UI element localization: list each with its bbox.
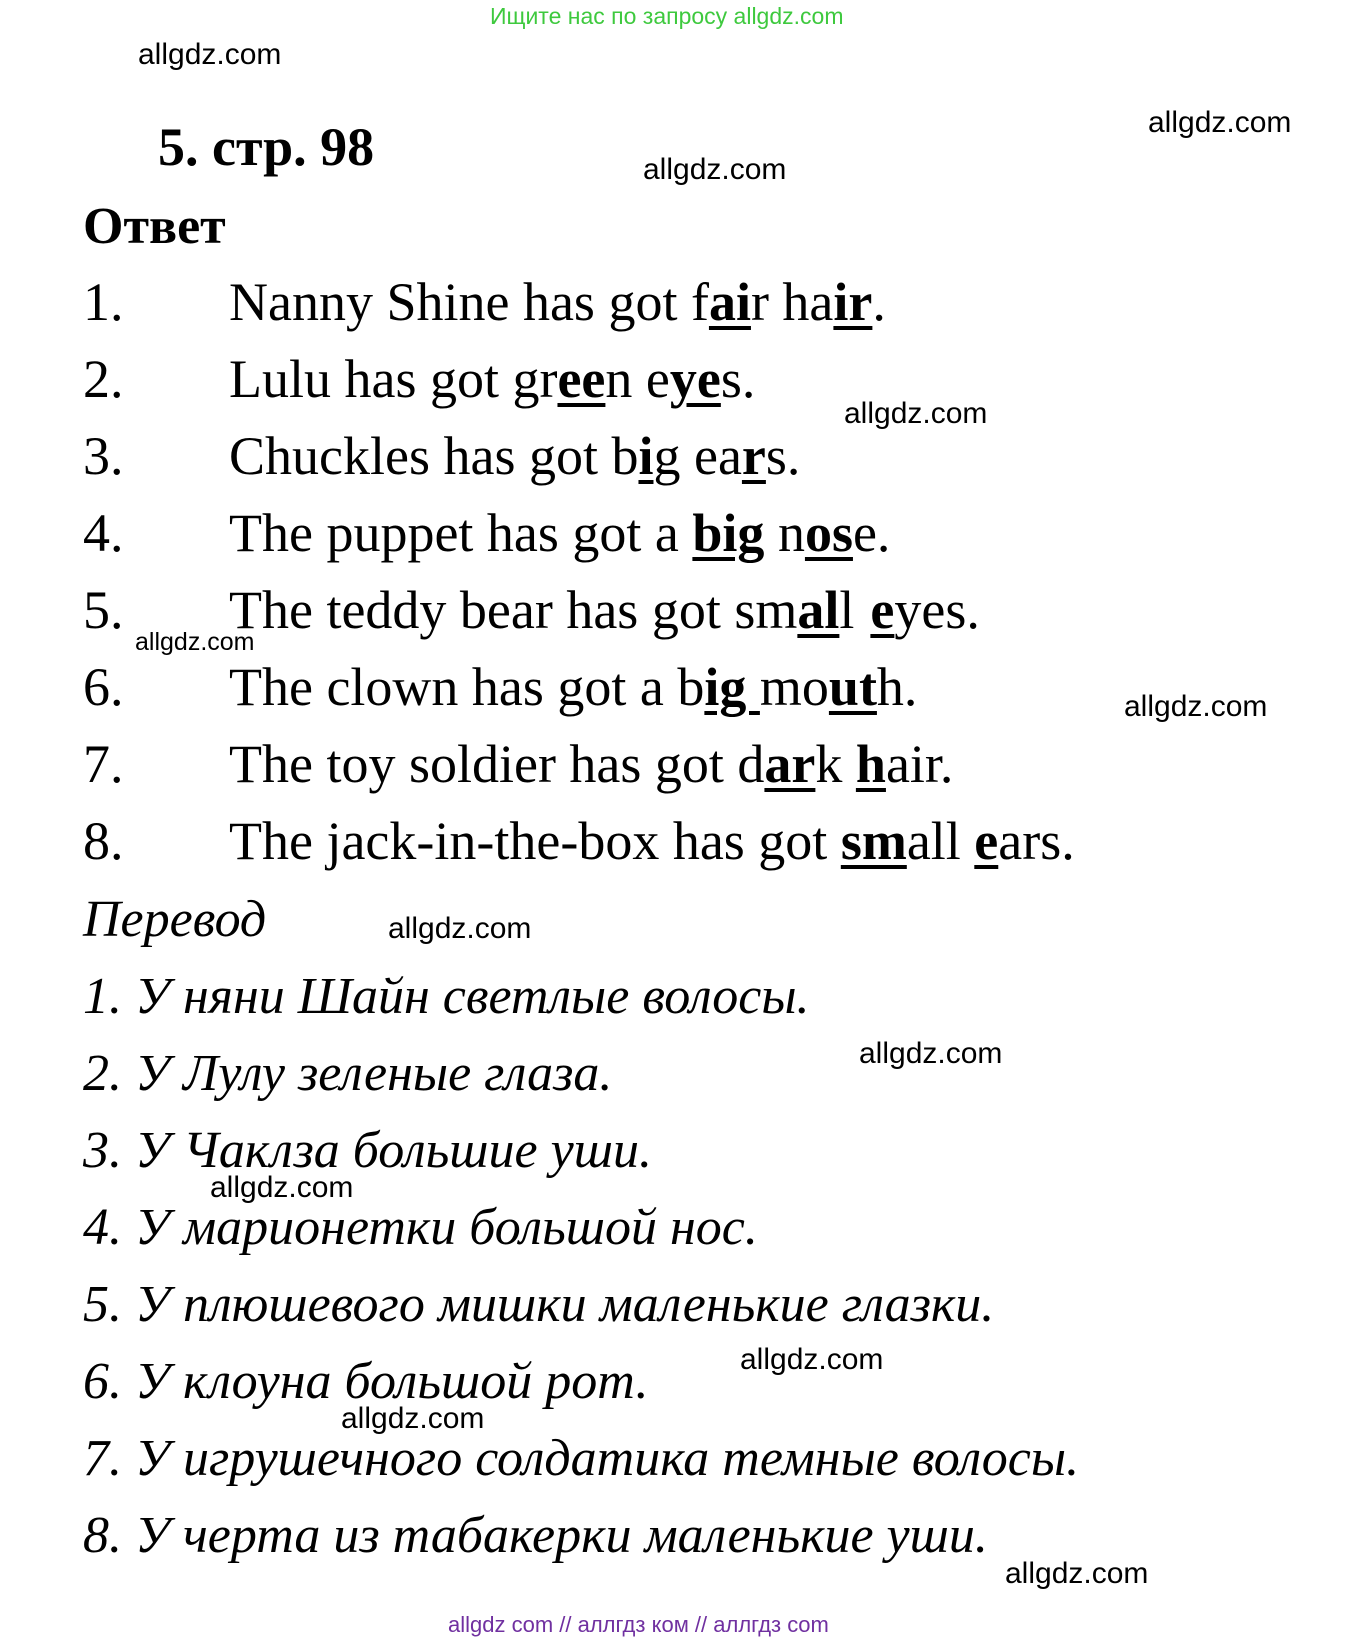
answer-title: Ответ	[83, 198, 226, 255]
translation-row: 1. У няни Шайн светлые волосы.	[83, 968, 810, 1025]
watermark: allgdz.com	[643, 153, 787, 186]
watermark: allgdz.com	[210, 1171, 354, 1204]
answer-number: 1.	[83, 272, 124, 332]
watermark: allgdz.com	[859, 1037, 1003, 1070]
answer-number: 2.	[83, 349, 124, 409]
answer-number: 6.	[83, 657, 124, 717]
answer-number: 8.	[83, 811, 124, 871]
answer-number: 3.	[83, 426, 124, 486]
top-banner: Ищите нас по запросу allgdz.com	[490, 3, 844, 29]
translation-row: 8. У черта из табакерки маленькие уши.	[83, 1507, 988, 1564]
answer-list	[83, 271, 1283, 891]
answer-number: 5.	[83, 580, 124, 640]
watermark: allgdz.com	[341, 1402, 485, 1435]
exercise-heading: 5. стр. 98	[158, 117, 375, 177]
watermark: allgdz.com	[844, 397, 988, 430]
answer-text: Lulu has got green eyes.	[229, 349, 756, 409]
answer-number: 4.	[83, 503, 124, 563]
answer-text: The clown has got a big mouth.	[229, 657, 918, 717]
bottom-banner: allgdz com // аллгдз ком // аллгдз com	[448, 1612, 829, 1637]
translation-row: 6. У клоуна большой рот.	[83, 1353, 649, 1410]
watermark: allgdz.com	[1124, 690, 1268, 723]
answer-text: The teddy bear has got small eyes.	[229, 580, 980, 640]
answer-number: 7.	[83, 734, 124, 794]
answer-text: The toy soldier has got dark hair.	[229, 734, 954, 794]
answer-text: Nanny Shine has got fair hair.	[229, 272, 886, 332]
watermark: allgdz.com	[1148, 106, 1292, 139]
watermark: allgdz.com	[135, 628, 255, 656]
watermark: allgdz.com	[740, 1343, 884, 1376]
translation-row: 3. У Чаклза большие уши.	[83, 1122, 652, 1179]
watermark: allgdz.com	[138, 38, 282, 71]
translation-row: 2. У Лулу зеленые глаза.	[83, 1045, 613, 1102]
translation-row: 7. У игрушечного солдатика темные волосы.	[83, 1430, 1080, 1487]
answer-text: Chuckles has got big ears.	[229, 426, 801, 486]
translation-row: 5. У плюшевого мишки маленькие глазки.	[83, 1276, 995, 1333]
translation-row: 4. У марионетки большой нос.	[83, 1199, 758, 1256]
answer-text: The jack-in-the-box has got small ears.	[229, 811, 1075, 871]
answer-text: The puppet has got a big nose.	[229, 503, 891, 563]
watermark: allgdz.com	[388, 912, 532, 945]
translation-title: Перевод	[83, 891, 267, 948]
watermark: allgdz.com	[1005, 1557, 1149, 1590]
